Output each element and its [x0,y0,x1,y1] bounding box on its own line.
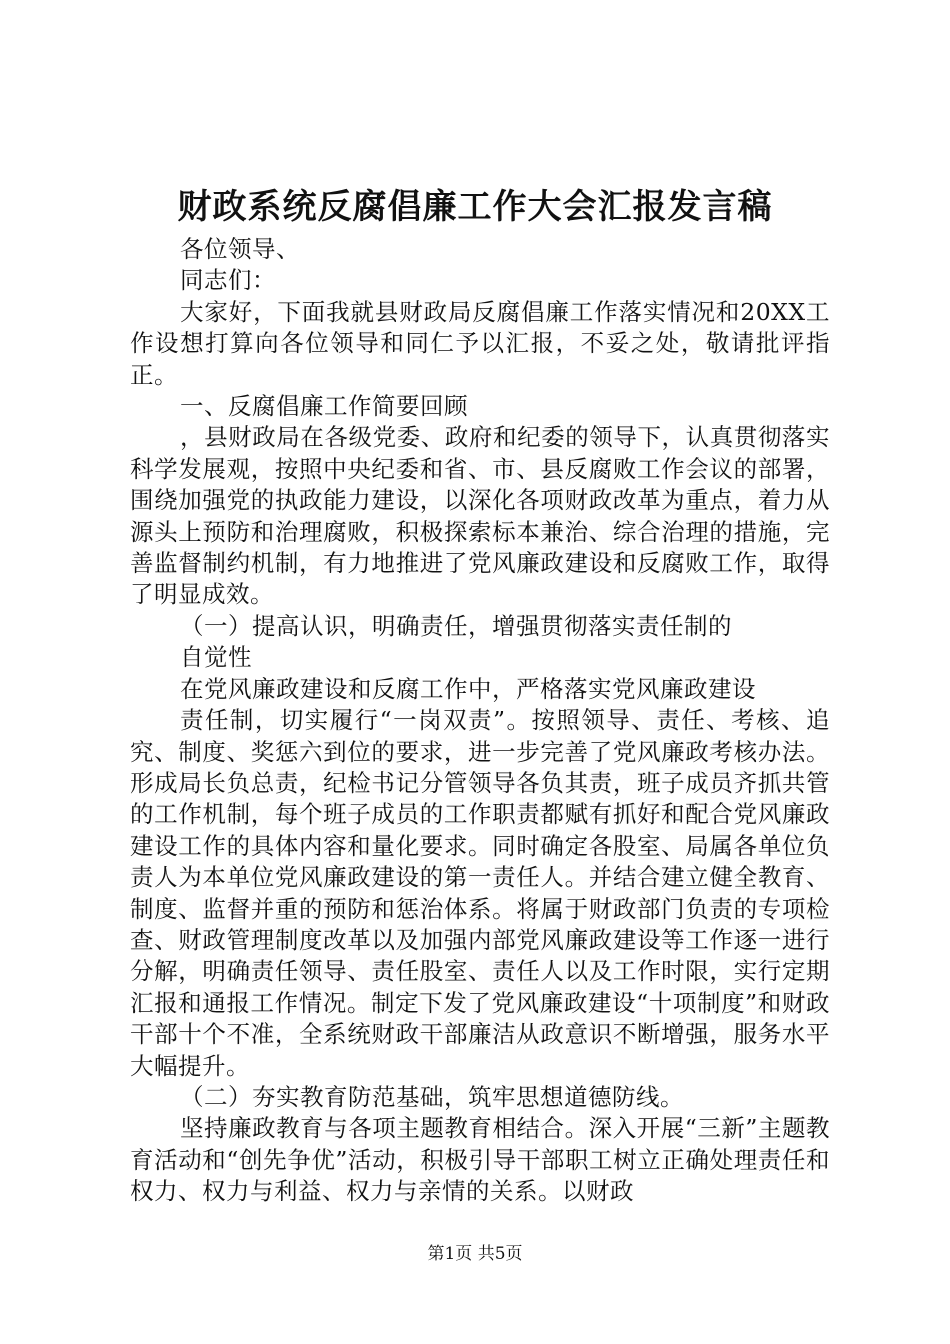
salutation-comrades: 同志们： [180,266,276,295]
page-footer: 第1页 共5页 [427,1244,523,1264]
document-body [130,234,830,1208]
section-heading-review: 一、反腐倡廉工作简要回顾 [180,392,468,421]
subheading-1-continuation: 自觉性 [180,643,252,672]
education-paragraph: 坚持廉政教育与各项主题教育相结合。深入开展“三新”主题教育活动和“创先争优”活动，积极引导干部职工树立正确处理责任和权力、权力与利益、权力与亲情的关系。以财政 [130,1114,830,1206]
opening-paragraph: 大家好，下面我就县财政局反腐倡廉工作落实情况和20XX工作设想打算向各位领导和同仁予以汇报，不妥之处，敬请批评指正。 [130,297,830,389]
responsibility-paragraph: 责任制，切实履行“一岗双责”。按照领导、责任、考核、追究、制度、奖惩六到位的要求，进一步完善了党风廉政考核办法。形成局长负总责，纪检书记分管领导各负其责，班子成员齐抓共管的工作机制，每个班子成员的工作职责都赋有抓好和配合党风廉政建设工作的具体内容和量化要求。同时确定各股室、局属各单位负责人为本单位党风廉政建设的第一责任人。并结合建立健全教育、制度、监督并重的预防和惩治体系。将属于财政部门负责的专项检查、财政管理制度改革以及加强内部党风廉政建设等工作逐一进行分解，明确责任领导、责任股室、责任人以及工作时限，实行定期汇报和通报工作情况。制定下发了党风廉政建设“十项制度”和财政干部十个不准，全系统财政干部廉洁从政意识不断增强，服务水平大幅提升。 [130,706,830,1080]
subheading-2: （二）夯实教育防范基础，筑牢思想道德防线。 [180,1082,684,1111]
review-paragraph: ，县财政局在各级党委、政府和纪委的领导下，认真贯彻落实科学发展观，按照中央纪委和省、市、县反腐败工作会议的部署，围绕加强党的执政能力建设，以深化各项财政改革为重点，着力从源头上预防和治理腐败，积极探索标本兼治、综合治理的措施，完善监督制约机制，有力地推进了党风廉政建设和反腐败工作，取得了明显成效。 [130,423,830,609]
subheading-1: （一）提高认识，明确责任，增强贯彻落实责任制的 [180,611,732,640]
responsibility-intro: 在党风廉政建设和反腐工作中，严格落实党风廉政建设 [180,674,756,703]
salutation-leaders: 各位领导、 [180,235,300,263]
document-title: 财政系统反腐倡廉工作大会汇报发言稿 [177,187,773,227]
